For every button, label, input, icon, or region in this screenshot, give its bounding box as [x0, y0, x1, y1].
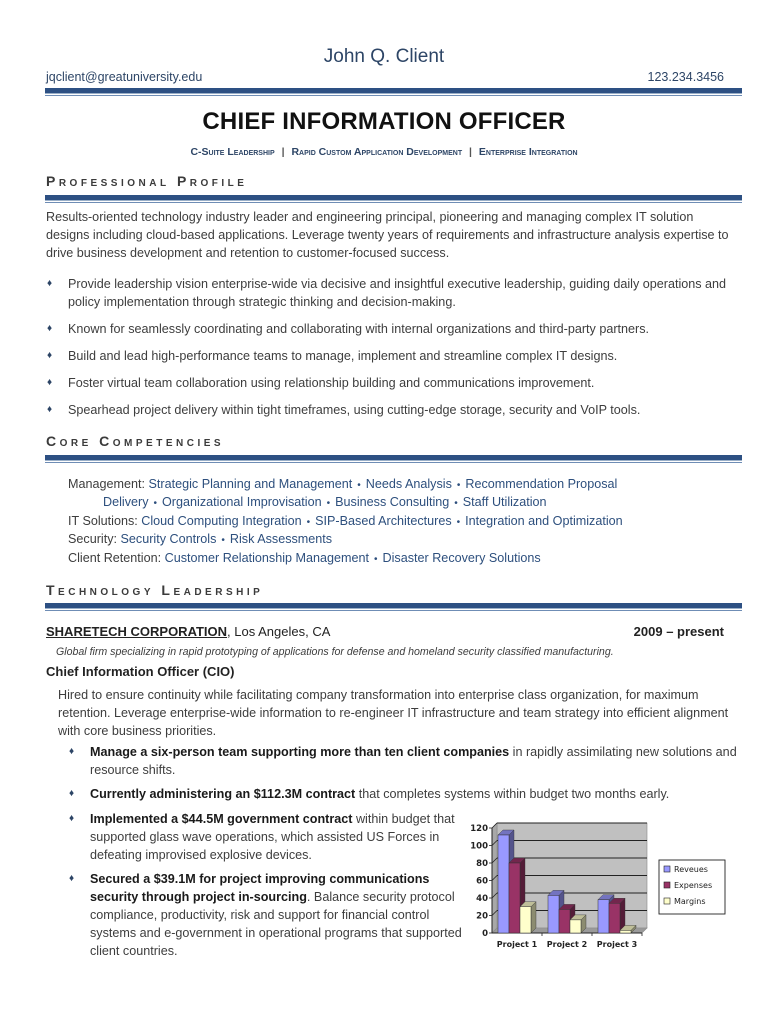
- bullet-text: Known for seamlessly coordinating and collaborating with internal organizations and third-party partners.: [68, 322, 650, 336]
- competency-item: SIP-Based Architectures: [315, 513, 452, 528]
- diamond-icon: ♦: [69, 788, 75, 799]
- diamond-icon: ♦: [47, 377, 53, 388]
- legend-swatch: [664, 898, 670, 904]
- competency-item: Cloud Computing Integration: [141, 513, 302, 528]
- bar-chart-svg: [462, 818, 742, 963]
- header-divider: [45, 88, 742, 94]
- bullet-separator-icon: •: [456, 516, 461, 528]
- phone-number: 123.234.3456: [647, 70, 724, 84]
- job-title: CHIEF INFORMATION OFFICER: [202, 108, 566, 135]
- bar-expenses-project-2: [559, 909, 570, 933]
- bullet-separator-icon: •: [221, 535, 225, 547]
- profile-summary: Results-oriented technology industry leader and engineering principal, pioneering and managing complex IT solution designs including cloud-based applications. Leverage twenty years of requirements and infrastructure analysis expertise to drive business development and retention to customer-focused success.: [46, 210, 729, 260]
- bar-expenses-project-3: [609, 903, 620, 933]
- competency-item: Security Controls: [120, 532, 217, 547]
- competency-item: Disaster Recovery Solutions: [382, 550, 541, 565]
- list-item: [46, 401, 746, 419]
- competency-item: Integration and Optimization: [465, 513, 623, 528]
- company-description: Global firm specializing in rapid prototyping of applications for defense and homeland security classified manufacturing.: [56, 646, 614, 658]
- y-tick-label: 40: [476, 894, 488, 904]
- bar-side: [531, 902, 536, 933]
- bullet-text: Provide leadership vision enterprise-wide via decisive and insightful executive leadership, guiding daily operations and policy implementation through strategic thinking and decision-making.: [68, 277, 727, 309]
- y-tick-label: 20: [476, 911, 488, 922]
- competency-category: Client Retention:: [68, 550, 165, 565]
- y-tick-label: 120: [470, 824, 488, 834]
- legend-swatch: [664, 866, 670, 872]
- competencies-list: [68, 476, 748, 568]
- bullet-text: Spearhead project delivery within tight timeframes, using cutting-edge storage, security and VoIP tools.: [68, 403, 641, 417]
- specialty-line: [0, 146, 768, 158]
- achievement-text: that completes systems within budget two months early.: [355, 787, 670, 801]
- bar-expenses-project-1: [509, 863, 520, 933]
- bar-reveues-project-1: [498, 835, 509, 933]
- achievement-list-continued: [68, 810, 468, 966]
- section-divider: [45, 603, 742, 609]
- specialty-item: Rapid Custom Application Development: [291, 146, 463, 158]
- competency-row: [68, 550, 748, 568]
- bar-reveues-project-3: [598, 900, 609, 933]
- bullet-text: Build and lead high-performance teams to manage, implement and streamline complex IT designs.: [68, 349, 618, 363]
- diamond-icon: ♦: [47, 323, 53, 334]
- diamond-icon: ♦: [47, 278, 53, 289]
- bullet-separator-icon: •: [456, 480, 461, 491]
- email-address[interactable]: jqclient@greatuniversity.edu: [46, 70, 203, 84]
- specialty-separator: |: [469, 146, 472, 158]
- achievement-list: [68, 743, 740, 809]
- y-tick-label: 100: [470, 841, 488, 852]
- diamond-icon: ♦: [69, 813, 75, 824]
- section-heading-leadership: Technology Leadership: [46, 582, 264, 598]
- competency-item: Business Consulting: [335, 495, 450, 510]
- section-divider: [45, 195, 742, 201]
- bullet-separator-icon: •: [306, 516, 311, 528]
- legend-label: Expenses: [674, 881, 713, 890]
- company-name: SHARETECH CORPORATION: [46, 624, 228, 639]
- list-item: [46, 374, 746, 392]
- achievement-highlight: Currently administering an $112.3M contract: [90, 787, 356, 801]
- competency-item: Organizational Improvisation: [162, 495, 322, 510]
- competency-item: Customer Relationship Management: [164, 550, 370, 565]
- candidate-name: John Q. Client: [323, 46, 445, 67]
- achievement-highlight: Manage a six-person team supporting more than ten client companies: [90, 745, 510, 759]
- bar-margins-project-3: [620, 930, 631, 933]
- competency-item: Strategic Planning and Management: [148, 477, 353, 491]
- competency-row: [68, 513, 748, 531]
- competency-item: Staff Utilization: [462, 495, 547, 510]
- legend-label: Margins: [674, 897, 706, 906]
- section-divider: [45, 455, 742, 461]
- competency-item: Needs Analysis: [365, 477, 452, 491]
- section-heading-competencies: Core Competencies: [46, 433, 225, 449]
- company-location: , Los Angeles, CA: [227, 624, 331, 639]
- diamond-icon: ♦: [69, 873, 75, 884]
- specialty-item: Enterprise Integration: [478, 146, 578, 158]
- employer-line: [46, 624, 330, 639]
- bar-margins-project-1: [520, 907, 531, 933]
- diamond-icon: ♦: [47, 404, 53, 415]
- competency-item: Delivery: [103, 495, 149, 510]
- competency-row: [68, 531, 748, 549]
- list-item: [46, 320, 746, 338]
- list-item: [46, 347, 746, 365]
- achievement-item: [68, 743, 740, 779]
- bullet-separator-icon: •: [326, 498, 331, 510]
- diamond-icon: ♦: [69, 746, 75, 757]
- competency-category: Security:: [68, 532, 121, 547]
- employment-dates: 2009 – present: [633, 624, 724, 639]
- profile-bullet-list: [46, 275, 746, 428]
- achievement-highlight: Implemented a $44.5M government contract: [90, 812, 353, 826]
- role-summary: Hired to ensure continuity while facilitating company transformation into enterprise class organization, for maximum retention. Leverage enterprise-wide information to re-engineer IT infrastructure and team strategy into efficient alignment with core business priorities.: [58, 688, 729, 738]
- bullet-separator-icon: •: [454, 498, 458, 510]
- bullet-separator-icon: •: [374, 553, 378, 565]
- achievement-item: [68, 810, 468, 864]
- legend-swatch: [664, 882, 670, 888]
- competency-item: Risk Assessments: [229, 532, 333, 547]
- competency-row: [68, 494, 748, 512]
- bullet-separator-icon: •: [153, 498, 158, 510]
- x-tick-label: Project 2: [546, 940, 588, 949]
- list-item: [46, 275, 746, 311]
- bar-reveues-project-2: [548, 895, 559, 933]
- specialty-separator: |: [281, 146, 285, 158]
- achievement-item: [68, 785, 740, 803]
- achievement-item: [68, 870, 468, 960]
- bar-margins-project-2: [570, 920, 581, 933]
- x-tick-label: Project 3: [596, 940, 638, 949]
- achievement-text: in rapidly assimilating new solutions and resource shifts.: [90, 745, 737, 777]
- legend-label: Reveues: [674, 865, 708, 874]
- achievement-text: . Balance security protocol compliance, productivity, risk and support for financial control systems and e-government in operational programs that supported client countries.: [90, 890, 462, 958]
- y-tick-label: 80: [476, 859, 488, 869]
- bullet-text: Foster virtual team collaboration using relationship building and communications improvement.: [68, 376, 595, 390]
- bullet-separator-icon: •: [357, 480, 361, 491]
- specialty-item: C-Suite Leadership: [190, 146, 275, 158]
- achievement-text: within budget that supported glass wave operations, which assisted US Forces in defeating improvised explosive devices.: [90, 812, 455, 862]
- project-financials-chart: [462, 818, 742, 963]
- diamond-icon: ♦: [47, 350, 53, 361]
- competency-row: [68, 476, 748, 494]
- section-heading-profile: Professional Profile: [46, 173, 248, 189]
- y-tick-label: 0: [482, 929, 488, 939]
- x-tick-label: Project 1: [496, 940, 538, 949]
- achievement-highlight: Secured a $39.1M for project improving communications security through project in-sourcing: [90, 872, 430, 904]
- role-title: Chief Information Officer (CIO): [46, 664, 235, 679]
- competency-category: IT Solutions:: [68, 513, 142, 528]
- y-tick-label: 60: [476, 876, 488, 887]
- competency-item: Recommendation Proposal: [465, 477, 618, 491]
- competency-category: Management:: [68, 477, 149, 491]
